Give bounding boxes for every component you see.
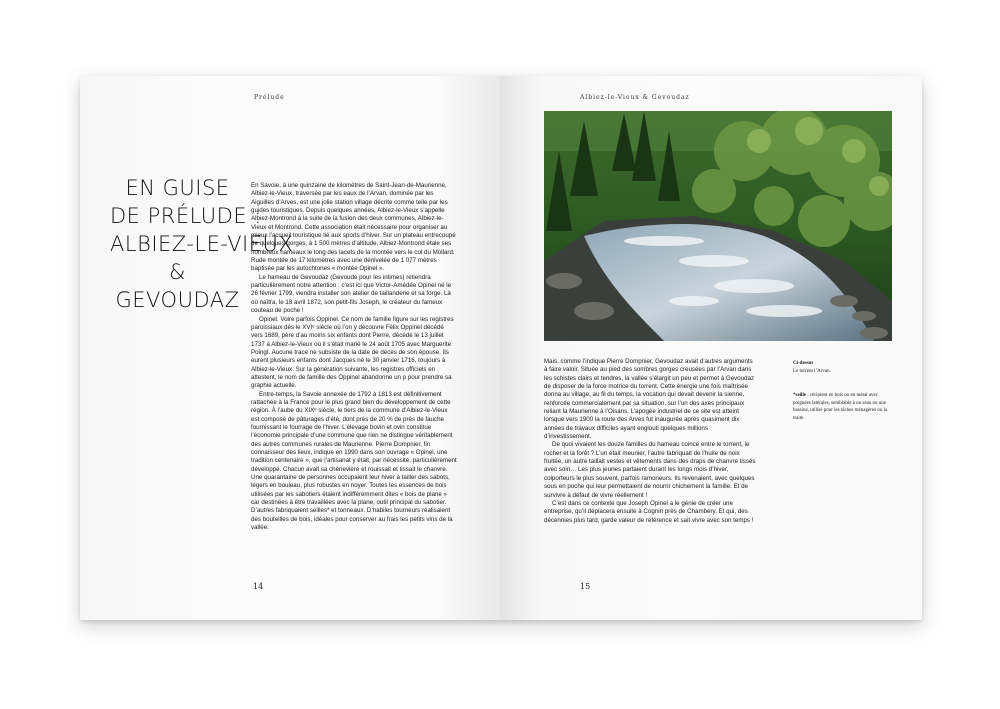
footnote [793, 392, 893, 422]
title-line: DE PRÉLUDE : [110, 204, 262, 228]
caption-label: Ci-dessus [793, 361, 814, 366]
title-line: ALBIEZ-LE-VIEUX [110, 232, 294, 256]
body-text-left [251, 182, 457, 532]
photo-caption [793, 360, 893, 375]
running-header-right: Albiez-le-Vieux & Gevoudaz [580, 94, 690, 101]
paragraph: En Savoie, à une quinzaine de kilomètres de Saint-Jean-de-Maurienne, Albiez-le-Vieux, traversée par les eaux de l’Arvan, dominée par les Aiguilles d’Arves, est une jolie station village décrite comme telle par les guides touristiques. Depuis quelques années, Albiez-le-Vieux s’appelle Albiez-Montrond à la suite de la fusion des deux communes, Albiez-le-Vieux et Montrond. Cette association était nécessaire pour organiser au mieux l’accueil touristique lié aux sports d’hiver. Sur un plateau entrecoupé de quelques gorges, à 1 500 mètres d’altitude, Albiez-Montrond étale ses nombreux hameaux le long des lacets de la montée vers le col du Mollard. Rude montée de 17 kilomètres avec une dénivelée de 1 077 mètres baptisée par les autochtones « montée Opinel ». [251, 182, 456, 273]
paragraph: Opinel. Voire parfois Oppinel. Ce nom de famille figure sur les registres paroissiaux dès le XVIᵉ siècle où l’on y découvre Félix Oppinel décédé vers 1689, père d’au moins six enfants dont Pierre, décédé le 13 juillet 1737 à Albiez-le-Vieux où il s’était marié le 24 août 1705 avec Marguerite Poingt. Aucune trace ne subsiste de la date de décès de son épouse. Ils eurent plusieurs enfants dont Jacques né le 30 janvier 1716, toujours à Albiez-le-Vieux. Sur la génération suivante, les registres officiels en attestent, le nom de famille des Oppinel abandonne un p pour prendre sa graphie actuelle. [251, 315, 454, 390]
page-number-left: 14 [253, 582, 264, 591]
page-number-right: 15 [580, 582, 591, 591]
paragraph: De quoi vivaient les douze familles du hameau coincé entre le torrent, le rocher et la forêt ? L’un était meunier, l’autre fabriquait de l’huile de noix fruitée, un autre taillait vestes et vêtements dans des draps de chanvre tissés avec soin… Les plus jeunes partaient durant les longs mois d’hiver, colporteurs le plus souvent, parfois ramoneurs. Ils revenaient, avec quelques sous en poche qui leur permettaient de nourrir chichement la famille. Et de survivre à défaut de vivre réellement ! [544, 441, 756, 499]
body-text-right [544, 358, 756, 525]
title-line: & [169, 260, 186, 284]
left-page [80, 76, 500, 620]
title-line: GEVOUDAZ [115, 288, 240, 312]
title-line: EN GUISE [125, 176, 230, 200]
paragraph: C’est dans ce contexte que Joseph Opinel a le génie de créer une entreprise, qu’il déplacera ensuite à Cognin près de Chambéry. Et qui, des décennies plus tard, garde valeur de référence et sait vivre avec son temps ! [544, 499, 754, 524]
footnote-term: *seille [793, 393, 807, 398]
running-header-left: Prélude [254, 94, 285, 101]
river-torrent-photo [544, 111, 892, 341]
paragraph: Mais, comme l’indique Pierre Dompnier, Gevoudaz avait d’autres arguments à faire valoir. Située au pied des sombres gorges creusées par l’Arvan dans les schistes clairs et tendres, la vallée s’élargit un peu et permet à Gevoudaz de disposer de la force motrice du torrent. Cette énergie une fois maîtrisée donna au village, au fil du temps, la vocation qui devait devenir la sienne, renforcée commercialement par sa situation, sur l’un des axes principaux reliant la Maurienne à l’Oisans. L’apogée industriel de ce site est atteint lorsque vers 1900 la route des Arves fut inaugurée après quasiment dix années de travaux difficiles ayant englouti quelques millions d’investissement. [544, 358, 755, 441]
chapter-title [110, 174, 294, 314]
paragraph: Le hameau de Gevoudaz (Gevoude pour les intimes) retiendra particulièrement notre attention : c’est ici que Victor-Amédée Opinel né le 26 février 1799, viendra installer son atelier de taillanderie et sa forge. Là où naîtra, le 18 avril 1872, son petit-fils Joseph, le créateur du fameux couteau de poche ! [251, 273, 452, 315]
paragraph: Entre-temps, la Savoie annexée de 1792 à 1813 est définitivement rattachée à la France pour le plus grand bien du développement de cette région. À l’aube du XIXᵉ siècle, le tiers de la commune d’Albiez-le-Vieux est composé de pâturages d’été, dont près de 20 % de prés de fauche fournissant le fourrage de l’hiver. L’élevage bovin et ovin constitue l’économie principale d’une commune que rien ne distingue véritablement des autres communes rurales de Maurienne. Pierre Dompnier, fin connaisseur des lieux, indique en 1990 dans son ouvrage « Opinel, une tradition centenaire », que l’artisanat y était, par nécessité, particulièrement développé. Chacun avait sa chènevière et rouissait et tissait le chanvre. Une quarantaine de personnes occupaient leur hiver à tailler des sabots, légers en bouleau, plus robustes en noyer. Toutes les essences de bois utilisées par les sabotiers étaient indifféremment dites « bois de plane » car destinées à être travaillées avec la plane, outil principal du sabotier. D’autres fabriquaient seilles* et tonneaux. D’habiles tourneurs réalisaient des bouteilles de bois, idéales pour conserver au frais les petits vins de la vallée. [251, 390, 457, 532]
right-page [500, 76, 922, 620]
footnote-text: : récipient en bois ou en métal avec poignées latérales, semblable à un seau ou une bassine, utilisé pour les tâches ménagères ou la traite. [793, 393, 888, 421]
caption-text: Le torrent l’Arvan. [793, 368, 831, 374]
